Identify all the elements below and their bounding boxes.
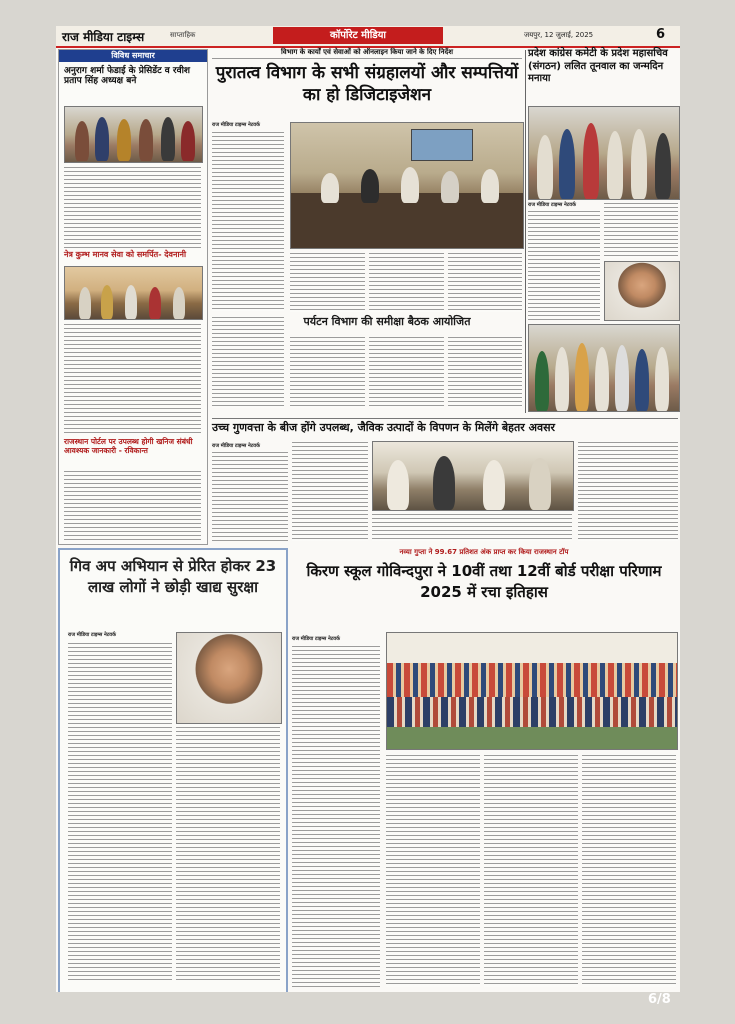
story-byline: राज मीडिया टाइम्स नेटवर्क [292, 636, 340, 642]
story-subhead: पर्यटन विभाग की समीक्षा बैठक आयोजित [303, 315, 471, 328]
story-headline: गिव अप अभियान से प्रेरित होकर 23 लाख लोगों ने छोड़ी खाद्य सुरक्षा [69, 557, 277, 596]
story-headline: प्रदेश कांग्रेस कमेटी के प्रदेश महासचिव (संगठन) ललित तूनवाल का जन्मदिन मनाया [528, 48, 668, 84]
story-text [582, 754, 676, 987]
story-headline: नेत्र कुम्भ मानव सेवा को समर्पित- देवनानी [64, 250, 187, 259]
celebration-photo [528, 106, 680, 200]
story-text [448, 252, 522, 312]
giveup-story [58, 548, 288, 992]
meeting-photo [290, 122, 524, 249]
issue-date: जयपुर, 12 जुलाई, 2025 [524, 31, 594, 39]
story-byline: राज मीडिया टाइम्स नेटवर्क [212, 122, 260, 128]
story-headline: पुरातत्व विभाग के सभी संग्रहालयों और सम्पत्तियों का हो डिजिटाइजेशन [215, 63, 519, 106]
story-headline: उच्च गुणवत्ता के बीज होंगे उपलब्ध, जैविक उत्पादों के विपणन के मिलेंगे बेहतर अवसर [212, 421, 556, 434]
top-story [212, 48, 522, 413]
story-text [68, 642, 172, 982]
story-text [212, 316, 284, 408]
news-photo [64, 266, 203, 320]
story-text [484, 754, 578, 987]
section-badge: कॉर्पोरेट मीडिया [273, 27, 443, 44]
story-text [64, 166, 201, 248]
misc-news-column [58, 49, 208, 545]
story-text [372, 513, 572, 541]
story-text [290, 252, 365, 312]
story-text [292, 441, 368, 541]
page-counter: 6/8 [648, 992, 671, 1007]
column-title-bar: विविध समाचार [59, 50, 207, 62]
story-text [290, 336, 365, 408]
column-rule [525, 50, 526, 413]
minister-portrait [176, 632, 282, 724]
story-text [448, 336, 522, 408]
newspaper-page [56, 26, 680, 992]
story-text [528, 210, 600, 320]
news-photo [64, 106, 203, 163]
page-number: 6 [656, 27, 666, 42]
story-headline: अनुराग शर्मा फेडाई के प्रेसिडेंट व रवीश प्रताप सिंह अध्यक्ष बने [64, 66, 191, 87]
story-byline: राज मीडिया टाइम्स नेटवर्क [528, 202, 576, 208]
students-group-photo [386, 632, 678, 750]
story-headline: किरण स्कूल गोविन्दपुरा ने 10वीं तथा 12वीं बोर्ड परीक्षा परिणाम 2025 में रचा इतिहास [306, 562, 662, 601]
story-headline: राजस्थान पोर्टल पर उपलब्ध होगी खनिज संबंधी आवश्यक जानकारी - रविकान्त [64, 437, 193, 455]
story-text [212, 131, 284, 311]
story-text [292, 645, 380, 987]
story-text [176, 726, 280, 982]
story-text [604, 202, 678, 258]
award-photo [372, 441, 574, 511]
right-story [528, 48, 678, 413]
school-story [290, 548, 678, 990]
story-text [386, 754, 480, 987]
story-text [64, 470, 201, 540]
story-text [64, 323, 201, 433]
page-header [56, 26, 680, 48]
story-kicker: नव्या गुप्ता ने 99.67 प्रतिशत अंक प्राप्त कर किया राजस्थान टॉप [399, 548, 569, 556]
story-byline: राज मीडिया टाइम्स नेटवर्क [212, 443, 260, 449]
story-kicker: विभाग के कार्यों एवं सेवाओं को ऑनलाइन किया जाने के दिए निर्देश [212, 48, 522, 59]
portrait-photo [604, 261, 680, 321]
story-text [369, 252, 444, 312]
masthead: राज मीडिया टाइम्स [62, 30, 145, 44]
edition-type: साप्ताहिक [170, 31, 196, 39]
story-text [578, 441, 678, 541]
story-text [369, 336, 444, 408]
story-byline: राज मीडिया टाइम्स नेटवर्क [68, 632, 116, 638]
mid-story [212, 418, 678, 545]
group-photo [528, 324, 680, 412]
story-text [212, 451, 288, 541]
